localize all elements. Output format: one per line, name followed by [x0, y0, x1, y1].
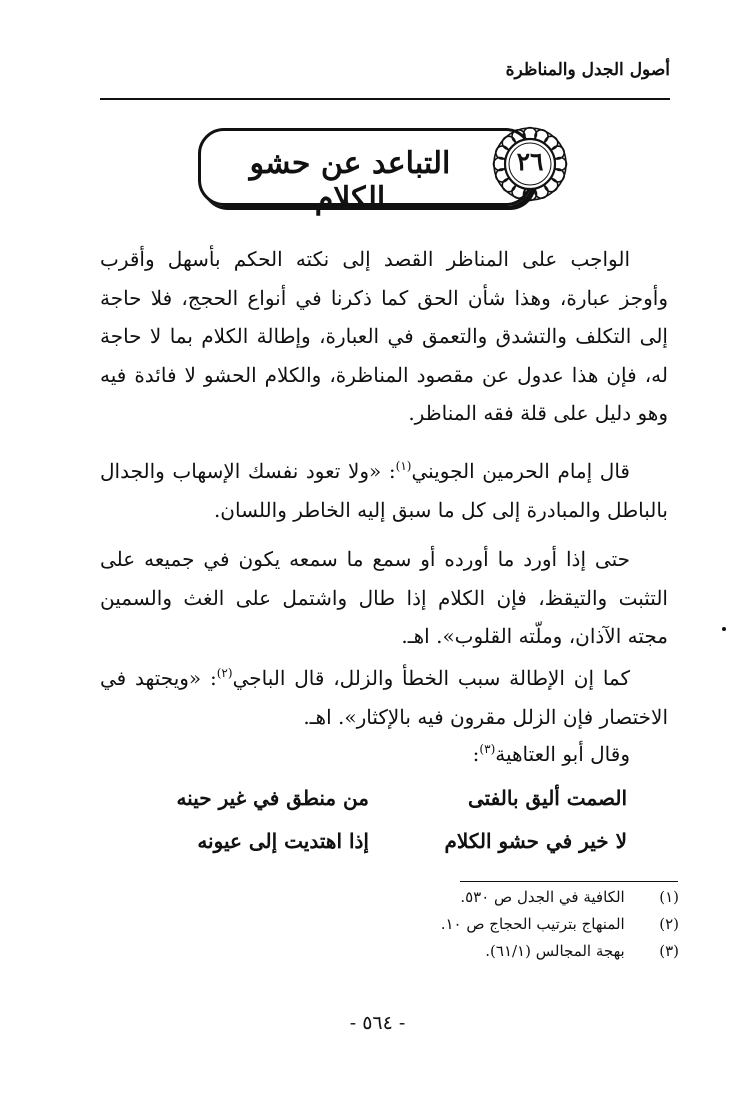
footnote-1 [460, 888, 679, 906]
paragraph-2-quote: : «ولا تعود نفسك الإسهاب والجدال بالباطل والمبادرة إلى كل ما سبق إليه الخاطر واللسان. [100, 459, 668, 522]
footnote-ref-3: (٣) [479, 742, 496, 756]
footnote-3-text: بهجة المجالس (٦١/١). [485, 942, 625, 960]
paragraph-4-text: كما إن الإطالة سبب الخطأ والزلل، قال الباجي [232, 666, 631, 690]
footnote-ref-1: (١) [395, 459, 412, 473]
paragraph-5-text: وقال أبو العتاهية [495, 742, 630, 766]
paragraph-5 [100, 730, 668, 774]
footnote-3 [485, 942, 679, 960]
footnote-3-number: (٣) [659, 942, 679, 960]
verse-2-second-hemistich: إذا اهتديت إلى عيونه [197, 829, 369, 853]
paragraph-4 [100, 654, 668, 736]
paragraph-3: حتى إذا أورد ما أورده أو سمع ما سمعه يكون في جميعه على التثبت والتيقظ، فإن الكلام إذا طال واشتمل على الغث والسمين مجته الآذان، وملّته القلوب». اهـ. [100, 547, 668, 648]
footnote-1-text: الكافية في الجدل ص ٥٣٠. [460, 888, 625, 906]
footnote-2-text: المنهاج بترتيب الحجاج ص ١٠. [440, 915, 625, 933]
page-number: - ٥٦٤ - [349, 1012, 406, 1034]
footnote-1-number: (١) [659, 888, 679, 906]
margin-dot [722, 627, 726, 631]
chapter-title: التباعد عن حشو الكلام [249, 146, 451, 216]
paragraph-5-colon: : [472, 742, 480, 766]
footnote-ref-2: (٢) [216, 666, 233, 680]
paragraph-2 [100, 447, 668, 529]
paragraph-2-text: قال إمام الحرمين الجويني [411, 459, 630, 483]
verse-1-first-hemistich: الصمت أليق بالفتى [467, 786, 627, 810]
footnote-2-number: (٢) [659, 915, 679, 933]
verse-1-second-hemistich: من منطق في غير حينه [176, 786, 369, 810]
verse-2-first-hemistich: لا خير في حشو الكلام [444, 829, 627, 853]
header-rule [100, 98, 670, 100]
paragraph-4-quote: : «ويجتهد في الاختصار فإن الزلل مقرون فيه بالإكثار». اهـ. [100, 666, 668, 729]
running-header: أصول الجدل والمناظرة [505, 60, 670, 80]
chapter-number: ٢٦ [516, 147, 544, 176]
footnote-rule [460, 881, 678, 882]
footnote-2 [441, 915, 679, 933]
paragraph-1: الواجب على المناظر القصد إلى نكته الحكم بأسهل وأقرب وأوجز عبارة، وهذا شأن الحق كما ذكرنا في أنواع الحجج، فلا حاجة إلى التكلف والتشدق والتعمق في العبارة، وإطالة الكلام بما لا حاجة له، فإن هذا عدول عن مقصود المناظرة، والكلام الحشو لا فائدة فيه وهو دليل على قلة فقه المناظر. [100, 247, 668, 425]
